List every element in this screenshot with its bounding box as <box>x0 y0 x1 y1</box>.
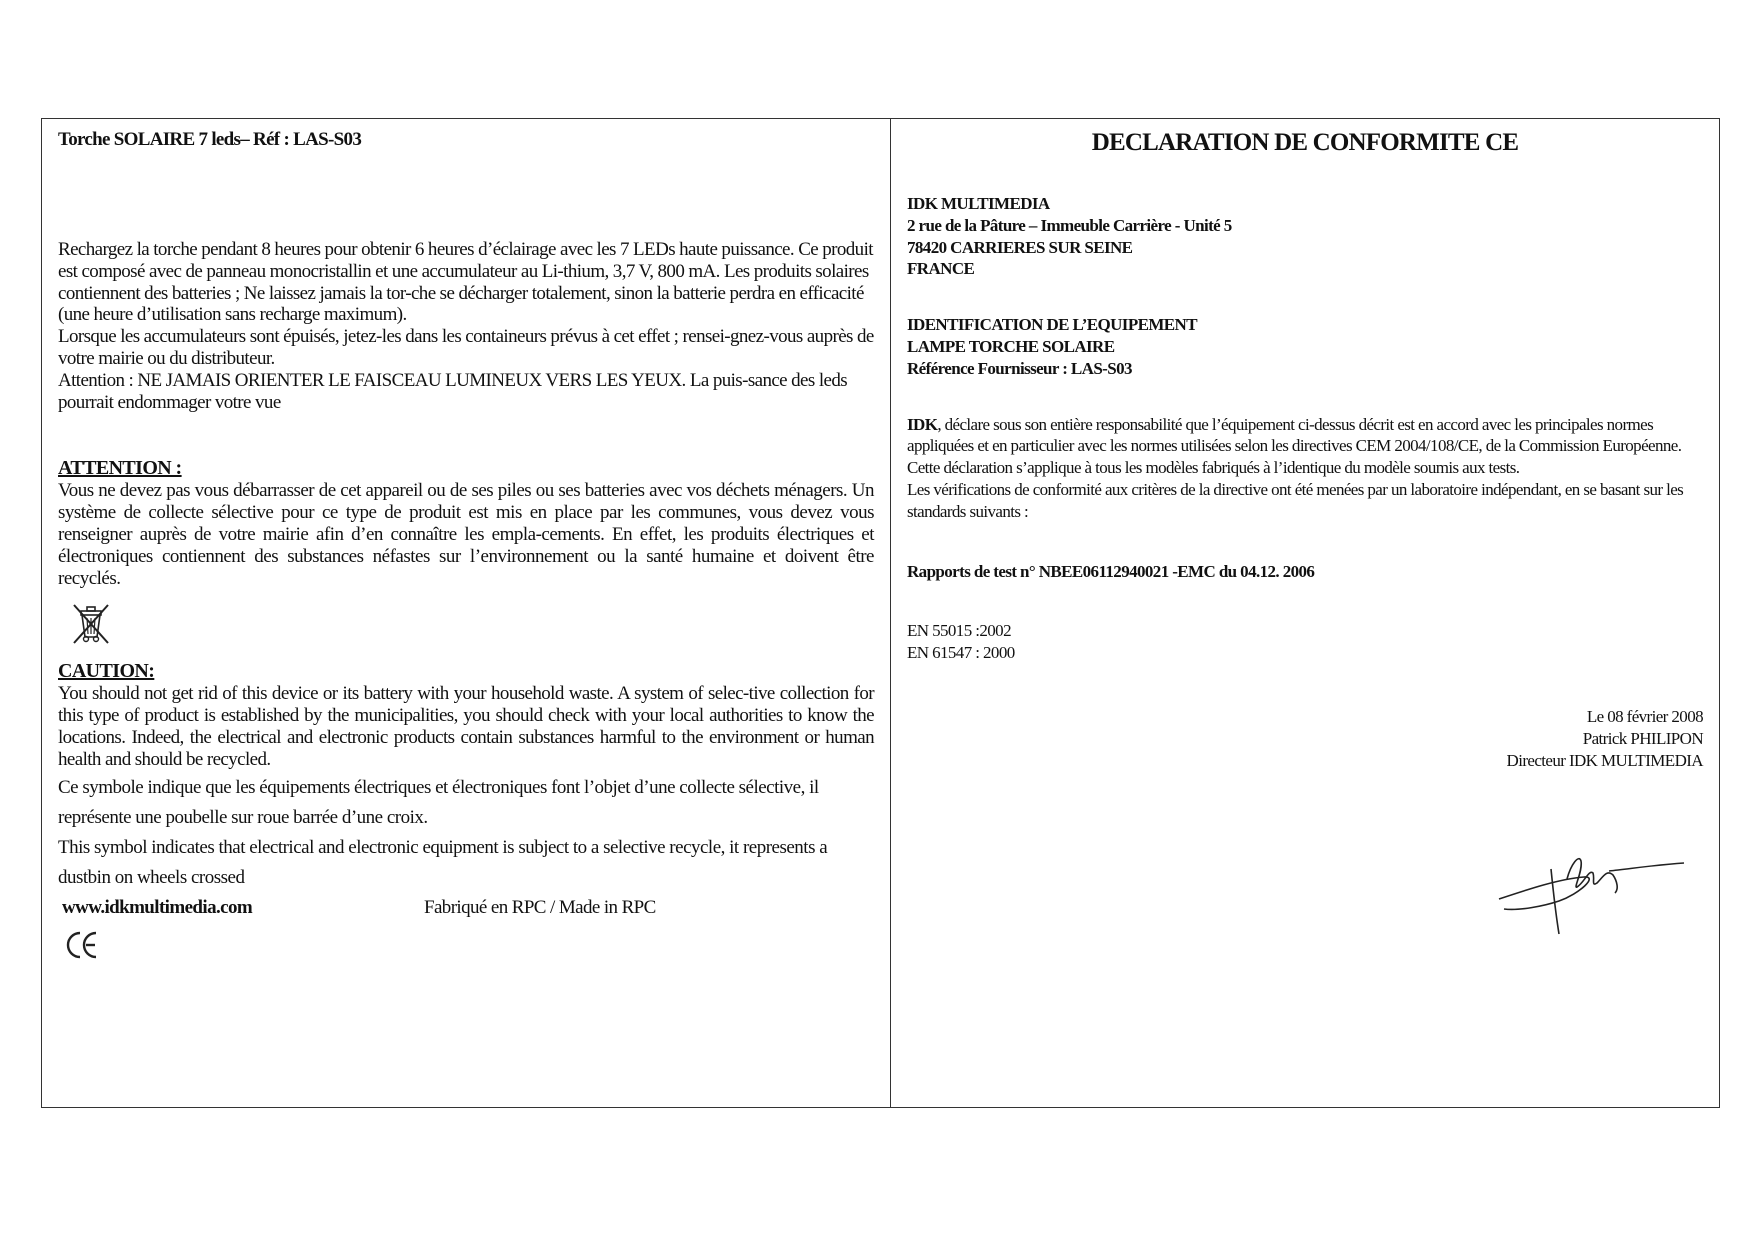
product-notice-column <box>42 119 891 1107</box>
equipment-identification <box>907 314 1703 379</box>
declaration-brand: IDK <box>907 414 938 434</box>
declaration-title: DECLARATION DE CONFORMITE CE <box>1091 129 1519 156</box>
test-report: Rapports de test n° NBEE06112940021 -EMC du 04.12. 2006 <box>907 561 1315 581</box>
ce-mark-icon <box>64 927 874 968</box>
intro-paragraph-3: Attention : NE JAMAIS ORIENTER LE FAISCEAU LUMINEUX VERS LES YEUX. La puis-sance des leds pourrait endommager votre vue <box>58 369 848 413</box>
attention-heading: ATTENTION : <box>58 457 182 480</box>
signature-date: Le 08 février 2008 <box>1586 706 1703 726</box>
company-city: 78420 CARRIERES SUR SEINE <box>907 237 1133 257</box>
standard-item: EN 61547 : 2000 <box>907 643 1015 663</box>
declaration-text: , déclare sous son entière responsabilité que l’équipement ci-dessus décrit est en accord avec les principales normes appliquées et en particulier avec les normes utilisées selon les directives CEM 2004/108/CE, de la Commission Européenne. <box>907 414 1682 456</box>
intro-paragraph-1: Rechargez la torche pendant 8 heures pour obtenir 6 heures d’éclairage avec les 7 LEDs haute puissance. Ce produit est composé avec de panneau monocristallin et une accumulateur au Li-thium, 3,7 V, 800 mA. Les produits solaires contiennent des batteries ; Ne laissez jamais la tor-che se décharger totalement, sinon la batterie perdra en efficacité (une heure d’utilisation sans recharge maximum). <box>58 239 873 326</box>
equipment-heading: IDENTIFICATION DE L’EQUIPEMENT <box>907 315 1197 335</box>
document-frame <box>41 118 1720 1108</box>
caution-text: You should not get rid of this device or its battery with your household waste. A system of selec-tive collection for this type of product is established by the municipalities, you should check with your local authorities to know the locations. Indeed, the electrical and electronic products contain substances harmful to the environment or human health and should be recycled. <box>58 683 874 770</box>
declaration-statement <box>907 414 1703 523</box>
company-country: FRANCE <box>907 259 975 279</box>
signatory-role: Directeur IDK MULTIMEDIA <box>1506 750 1703 770</box>
signatory-name: Patrick PHILIPON <box>1582 728 1703 748</box>
symbol-explanation-en: This symbol indicates that electrical and electronic equipment is subject to a selective recycle, it represents a dustbin on wheels crossed <box>58 836 828 888</box>
signature-icon <box>1489 849 1689 939</box>
company-street: 2 rue de la Pâture – Immeuble Carrière - Unité 5 <box>907 215 1232 235</box>
crossed-bin-icon <box>68 601 874 652</box>
company-address <box>907 193 1703 280</box>
declaration-body <box>907 414 1703 458</box>
product-title: Torche SOLAIRE 7 leds– Réf : LAS-S03 <box>58 129 362 150</box>
symbol-explanation-fr: Ce symbole indique que les équipements électriques et électroniques font l’objet d’une collecte sélective, il représente une poubelle sur roue barrée d’une croix. <box>58 776 819 828</box>
signature-block <box>907 706 1703 771</box>
equipment-reference: Référence Fournisseur : LAS-S03 <box>907 358 1132 378</box>
intro-paragraph-2: Lorsque les accumulateurs sont épuisés, jetez-les dans les containeurs prévus à cet effet ; rensei-gnez-vous auprès de votre mairie ou du distributeur. <box>58 326 874 369</box>
attention-text: Vous ne devez pas vous débarrasser de cet appareil ou de ses piles ou ses batteries avec vos déchets ménagers. Un système de collecte sélective pour ce type de produit est mis en place par les communes, vous devez vous renseigner auprès de votre mairie afin d’en connaître les empla-cements. En effet, les produits électriques et électroniques contiennent des substances néfastes sur l’environnement ou la santé humaine et doivent être recyclés. <box>58 480 874 589</box>
standard-item: EN 55015 :2002 <box>907 621 1011 641</box>
product-description <box>58 239 874 413</box>
footer-row <box>58 897 874 919</box>
equipment-name: LAMPE TORCHE SOLAIRE <box>907 336 1115 356</box>
website-link[interactable]: www.idkmultimedia.com <box>62 896 253 918</box>
standards-list <box>907 620 1703 664</box>
declaration-scope: Cette déclaration s’applique à tous les modèles fabriqués à l’identique du modèle soumis aux tests. <box>907 458 1520 478</box>
declaration-column <box>891 119 1719 1107</box>
made-in-label: Fabriqué en RPC / Made in RPC <box>424 896 656 918</box>
declaration-tests: Les vérifications de conformité aux critères de la directive ont été menées par un laboratoire indépendant, en se basant sur les standards suivants : <box>907 479 1684 521</box>
caution-heading: CAUTION: <box>58 660 155 683</box>
company-name: IDK MULTIMEDIA <box>907 194 1050 213</box>
